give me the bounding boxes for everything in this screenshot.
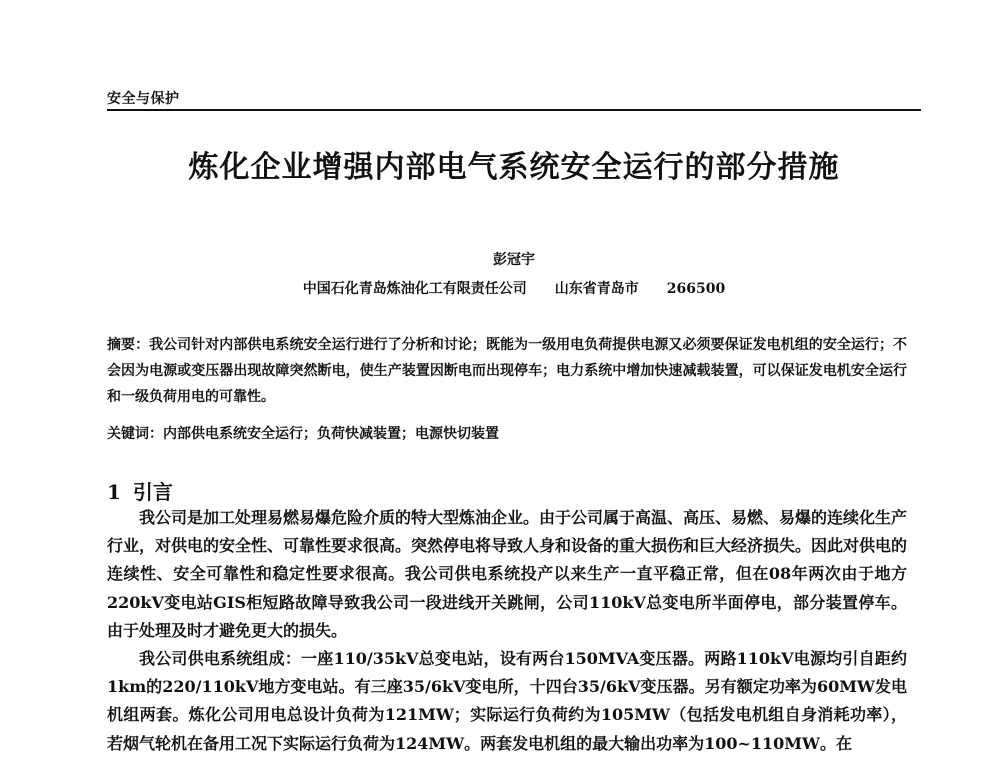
body-paragraph: 我公司是加工处理易燃易爆危险介质的特大型炼油企业。由于公司属于高温、高压、易燃、易爆的连续化生产行业，对供电的安全性、可靠性要求很高。突然停电将导致人身和设备的重大损伤和巨大经济损失。因此对供电的连续性、安全可靠性和稳定性要求很高。我公司供电系统投产以来生产一直平稳正常，但在08年两次由于地方220kV变电站GIS柜短路故障导致我公司一段进线开关跳闸，公司110kV总变电所半面停电，部分装置停车。由于处理及时才避免更大的损失。 [107,508,908,640]
header-rule [107,109,921,111]
abstract [107,332,907,410]
section-number: 1 [107,480,121,504]
abstract-label: 摘要： [107,337,150,353]
keywords [107,422,907,446]
affiliation-location: 山东省青岛市 [554,281,639,297]
paper-title: 炼化企业增强内部电气系统安全运行的部分措施 [188,150,840,185]
body-paragraph: 我公司供电系统组成：一座110/35kV总变电站，设有两台150MVA变压器。两路110kV电源均引自距约1km的220/110kV地方变电站。有三座35/6kV变电所，十四台35/6kV变压器。另有额定功率为60MW发电机组两套。炼化公司用电总设计负荷为121MW；实际运行负荷约为105MW（包括发电机组自身消耗功率），若烟气轮机在备用工况下实际运行负荷为124MW。两套发电机组的最大输出功率为100~110MW。在 [107,649,907,753]
section-tag: 安全与保护 [107,91,180,107]
section-body [107,504,907,758]
affiliation-org: 中国石化青岛炼油化工有限责任公司 [302,281,527,297]
abstract-text: 我公司针对内部供电系统安全运行进行了分析和讨论；既能为一级用电负荷提供电源又必须要保证发电机组的安全运行；不会因为电源或变压器出现故障突然断电，使生产装置因断电而出现停车；电力系统中增加快速减载装置，可以保证发电机安全运行和一级负荷用电的可靠性。 [107,337,907,405]
section-title: 引言 [132,480,173,504]
author-name: 彭冠宇 [493,252,535,268]
section-heading [107,476,173,505]
affiliation-postcode: 266500 [666,281,726,297]
keywords-text: 内部供电系统安全运行；负荷快减装置；电源快切装置 [163,426,499,442]
affiliation [107,278,921,298]
keywords-label: 关键词： [107,426,163,442]
